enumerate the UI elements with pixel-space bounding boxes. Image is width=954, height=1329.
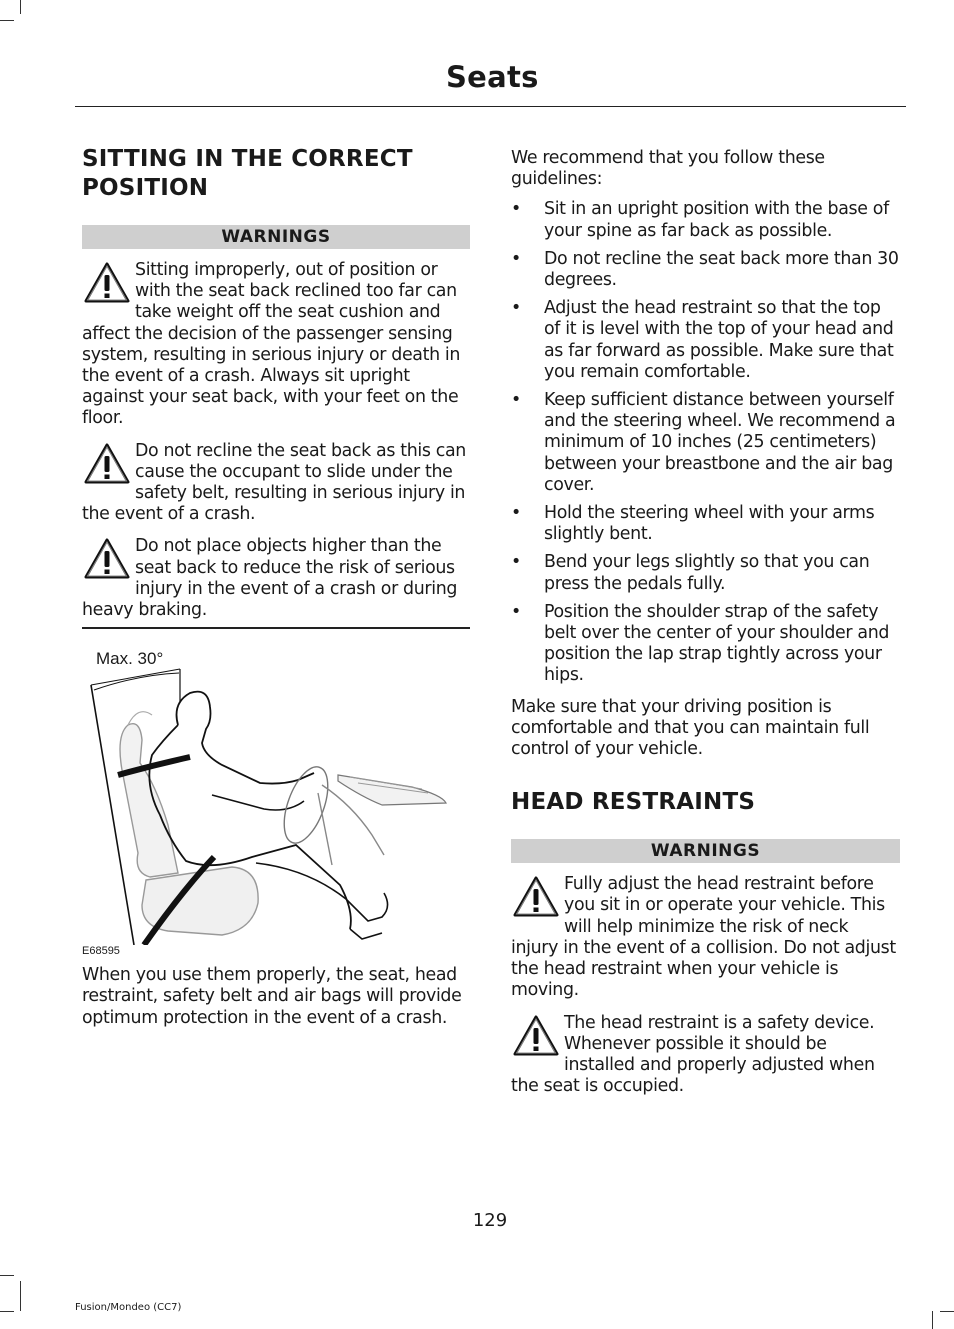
warning-text: Do not recline the seat back as this can cause the occupant to slide under the safety belt, resulting in serious injury in the event of a crash. — [82, 440, 466, 525]
list-item: • Do not recline the seat back more than 30 degrees. — [511, 248, 899, 291]
page-title: Seats — [446, 60, 539, 94]
list-item: • Position the shoulder strap of the safety belt over the center of your shoulder and position the lap strap tightly across your hips. — [511, 601, 890, 686]
paragraph-closing: Make sure that your driving position is comfortable and that you can maintain full control of your vehicle. — [511, 696, 870, 760]
list-item: • Keep sufficient distance between yourself and the steering wheel. We recommend a minimum of 10 inches (25 centimeters) between your breastbone and the air bag cover. — [511, 390, 896, 495]
footer-model: Fusion/Mondeo (CC7) — [75, 1302, 182, 1313]
warning-item — [511, 874, 900, 1001]
seating-position-illustration — [82, 645, 470, 957]
figure-angle-label: Max. 30° — [96, 649, 164, 669]
list-item: • Bend your legs slightly so that you can press the pedals fully. — [511, 552, 870, 594]
list-item: • Sit in an upright position with the base of your spine as far back as possible. — [511, 199, 889, 241]
figure-code: E68595 — [82, 945, 120, 958]
warning-text: Fully adjust the head restraint before you sit in or operate your vehicle. This will help minimize the risk of neck injury in the event of a collision. Do not adjust the head restraint when your vehicle is moving. — [511, 874, 896, 1001]
warning-item — [511, 1013, 900, 1098]
bullet-dot: • — [511, 390, 521, 411]
warning-item — [82, 441, 470, 526]
right-column — [511, 145, 900, 1097]
bullet-dot: • — [511, 199, 521, 220]
bullet-dot: • — [511, 552, 521, 573]
crop-mark — [932, 1311, 933, 1329]
bullet-dot: • — [511, 601, 521, 622]
warning-item — [82, 536, 470, 621]
crop-mark — [20, 0, 21, 14]
warning-triangle-icon — [82, 536, 132, 582]
warnings-header: WARNINGS — [82, 225, 470, 249]
paragraph-intro: We recommend that you follow these guidelines: — [511, 148, 825, 190]
guidelines-list — [511, 199, 900, 686]
warning-triangle-icon — [511, 874, 561, 920]
warning-triangle-icon — [511, 1013, 561, 1059]
paragraph-protection: When you use them properly, the seat, head restraint, safety belt and air bags will provide optimum protection in the event of a crash. — [82, 965, 462, 1028]
left-column — [82, 145, 470, 1029]
crop-mark — [20, 1281, 21, 1311]
bullet-dot: • — [511, 503, 521, 524]
warning-text: Sitting improperly, out of position or with the seat back reclined too far can take weight off the seat cushion and affect the decision of the passenger sensing system, resulting in serious injury or death in the event of a crash. Always sit upright against your seat back, with your feet on the floor. — [82, 260, 461, 429]
crop-mark — [940, 1311, 954, 1312]
section-heading-head-restraints: HEAD RESTRAINTS — [511, 789, 756, 816]
crop-mark — [0, 1275, 14, 1276]
bullet-dot: • — [511, 248, 521, 269]
warning-triangle-icon — [82, 260, 132, 306]
crop-mark — [0, 20, 14, 21]
warning-item — [82, 260, 470, 430]
list-item: • Adjust the head restraint so that the top of it is level with the top of your head and as far forward as possible. Make sure that you remain comfortable. — [511, 298, 894, 382]
page-number: 129 — [472, 1210, 508, 1231]
warning-text: The head restraint is a safety device. Whenever possible it should be installed and properly adjusted when the seat is occupied. — [511, 1012, 875, 1097]
list-item: • Hold the steering wheel with your arms slightly bent. — [511, 503, 875, 545]
warnings-header: WARNINGS — [511, 839, 900, 863]
warning-triangle-icon — [82, 441, 132, 487]
warning-text: Do not place objects higher than the seat back to reduce the risk of serious injury in the event of a crash or during heavy braking. — [82, 536, 458, 621]
warnings-end-rule — [82, 627, 470, 629]
header-divider — [75, 106, 906, 107]
bullet-dot: • — [511, 298, 521, 319]
crop-mark — [0, 1311, 14, 1312]
section-heading-sitting: SITTING IN THE CORRECT POSITION — [82, 146, 413, 201]
driver-seat-figure — [82, 645, 470, 945]
